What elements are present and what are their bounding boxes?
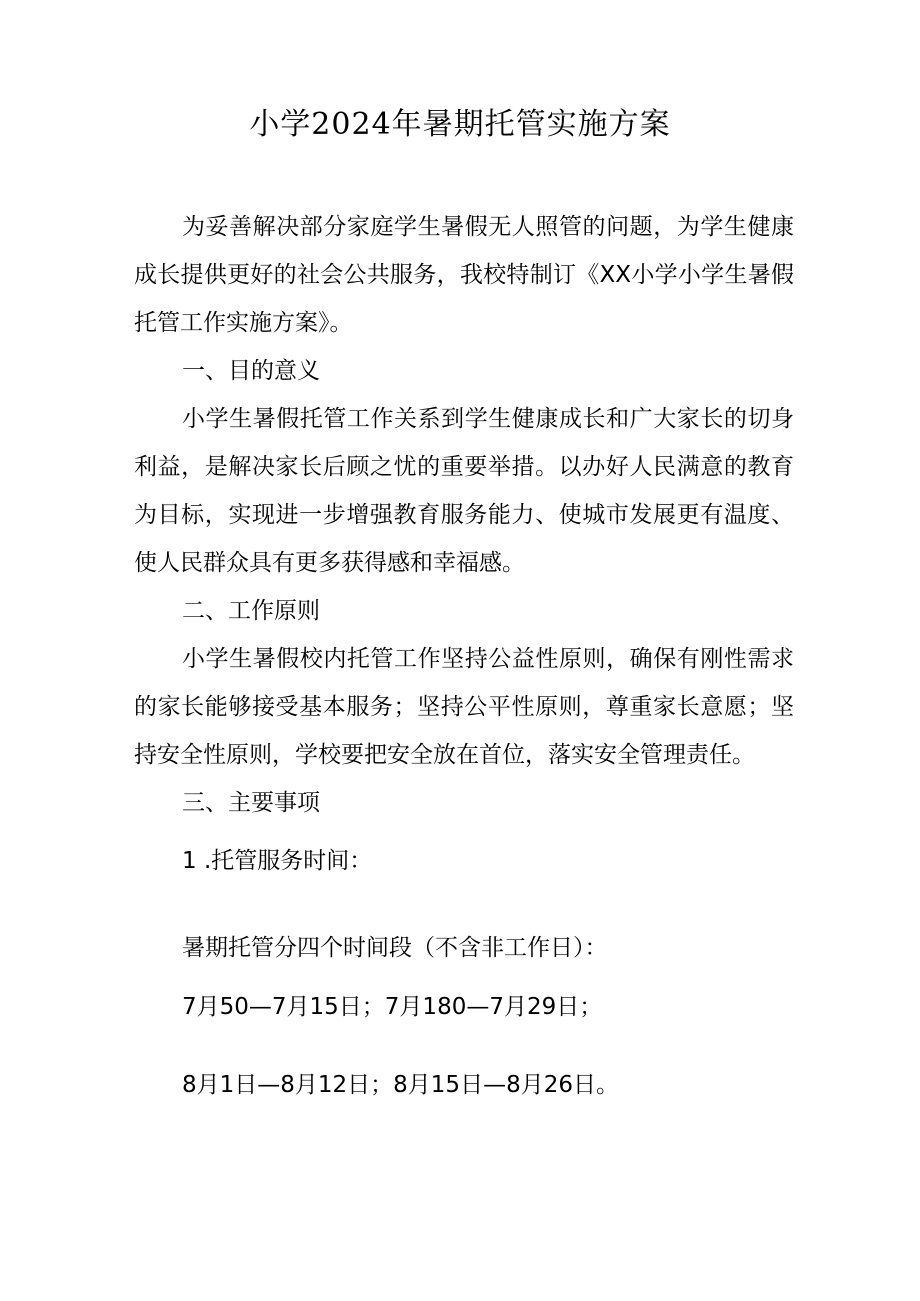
intro-paragraph: 为妥善解决部分家庭学生暑假无人照管的问题，为学生健康成长提供更好的社会公共服务，我校特制订《XX小学小学生暑假托管工作实施方案》。 bbox=[134, 214, 794, 336]
service-periods-august: 8月1日—8月12日；8月15日—8月26日。 bbox=[182, 1072, 619, 1098]
service-time-heading: 1 .托管服务时间： bbox=[182, 848, 373, 874]
section-heading-principles: 二、工作原则 bbox=[182, 598, 320, 624]
section-heading-main-items: 三、主要事项 bbox=[182, 790, 320, 816]
service-periods-intro: 暑期托管分四个时间段（不含非工作日）： bbox=[182, 935, 608, 961]
section-heading-purpose: 一、目的意义 bbox=[182, 358, 320, 384]
section-body-principles: 小学生暑假校内托管工作坚持公益性原则，确保有刚性需求的家长能够接受基本服务；坚持公平性原则，尊重家长意愿；坚持安全性原则，学校要把安全放在首位，落实安全管理责任。 bbox=[134, 646, 794, 768]
section-body-purpose: 小学生暑假托管工作关系到学生健康成长和广大家长的切身利益，是解决家长后顾之忧的重要举措。以办好人民满意的教育为目标，实现进一步增强教育服务能力、使城市发展更有温度、使人民群众具有更多获得感和幸福感。 bbox=[134, 406, 794, 576]
document-title: 小学2024年暑期托管实施方案 bbox=[249, 107, 671, 142]
service-periods-july: 7月50—7月15日；7月180—7月29日； bbox=[182, 994, 603, 1020]
